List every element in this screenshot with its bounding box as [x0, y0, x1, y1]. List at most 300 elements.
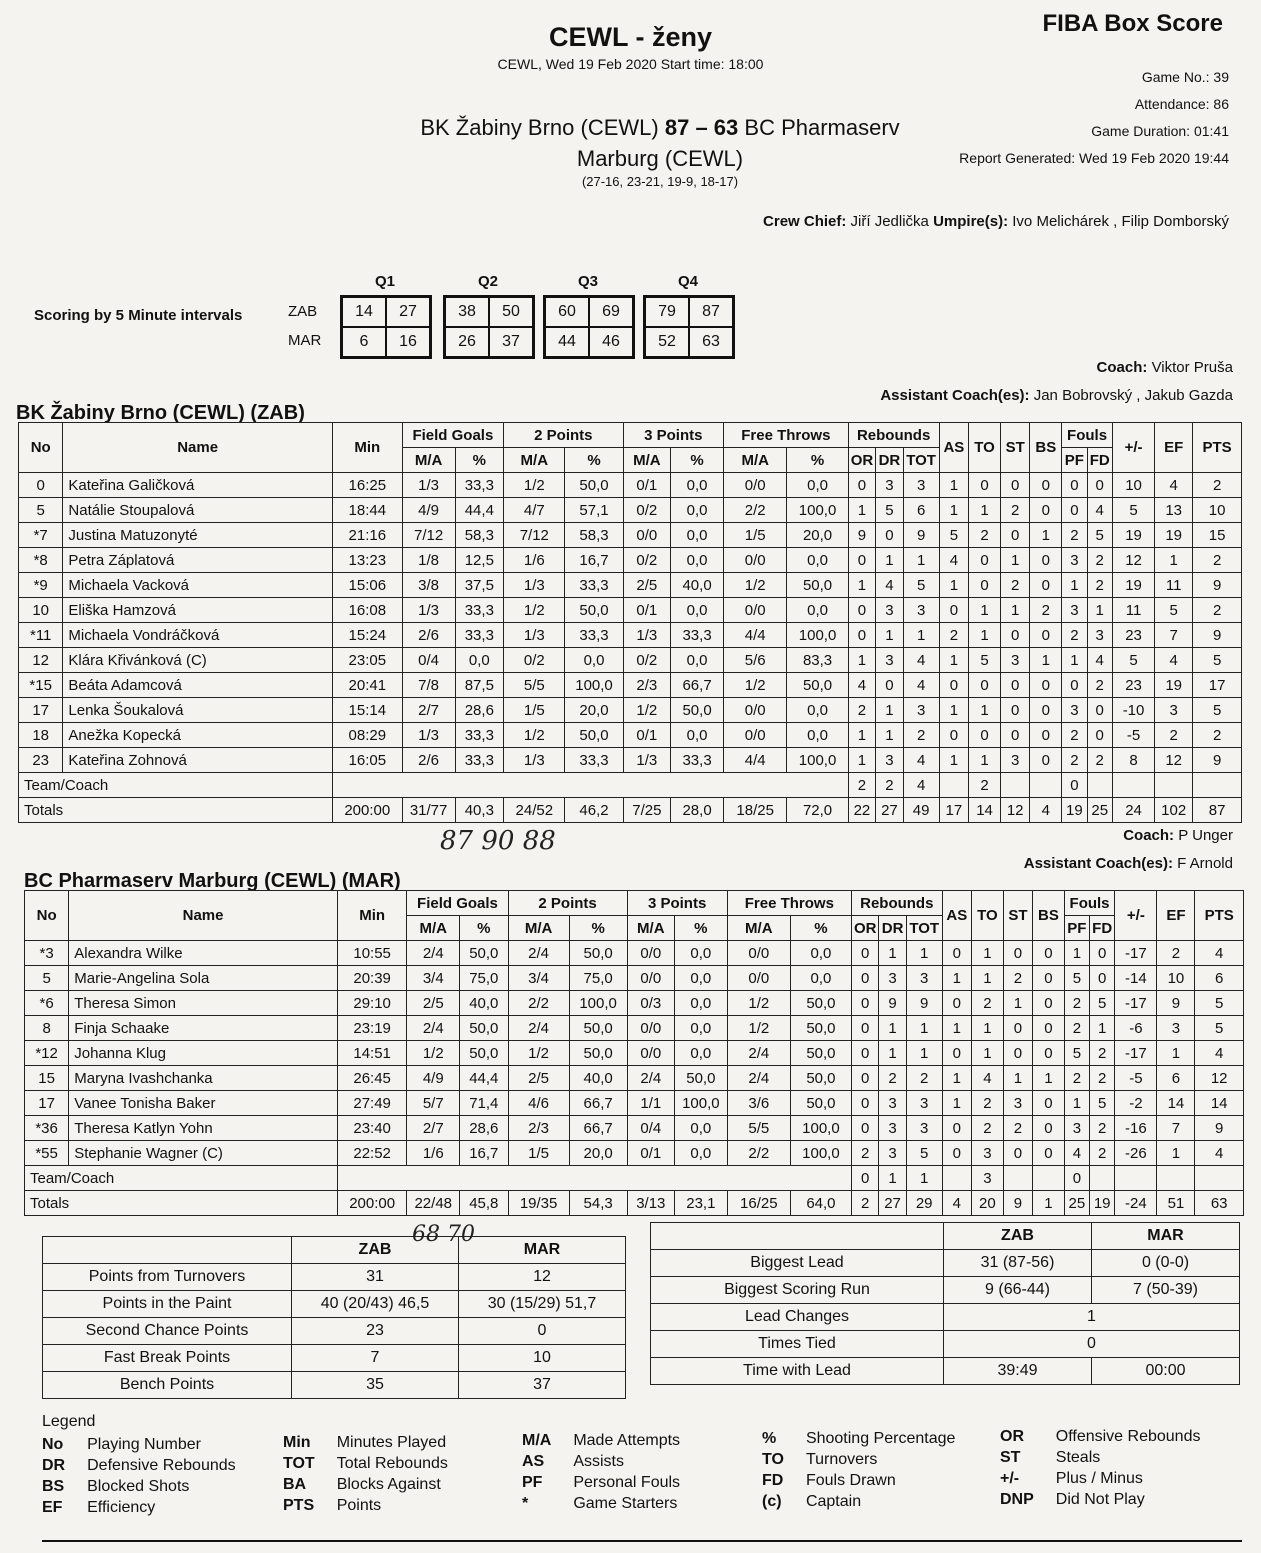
stat-cell: 0,0 [675, 1016, 728, 1041]
column-header: % [790, 916, 851, 941]
stat-cell: 3 [879, 1141, 906, 1166]
stat-cell: 4/4 [724, 623, 787, 648]
mar-asst-coaches: F Arnold [1177, 855, 1233, 872]
player-name: Alexandra Wilke [69, 941, 338, 966]
stat-cell: 3 [972, 1141, 1004, 1166]
stat-cell: 4 [1087, 498, 1112, 523]
legend-abbr: BA [283, 1476, 307, 1493]
footer-rule [42, 1540, 1242, 1542]
stat-cell: -17 [1115, 991, 1157, 1016]
legend-meaning: Offensive Rebounds [1055, 1428, 1201, 1445]
stat-cell: 0 [1087, 473, 1112, 498]
stat-cell: 100,0 [569, 991, 627, 1016]
column-header: M/A [724, 448, 787, 473]
team-stat-row [43, 1318, 626, 1345]
stat-cell: 83,3 [787, 648, 848, 673]
stat-cell: 2 [1087, 548, 1112, 573]
column-header: +/- [1112, 423, 1154, 473]
column-header: Name [69, 891, 338, 941]
stat-cell: -5 [1112, 723, 1154, 748]
stat-cell: 29:10 [337, 991, 407, 1016]
stat-cell: -17 [1115, 1041, 1157, 1066]
stat-cell: 10 [1193, 498, 1242, 523]
interval-score: 6 [342, 327, 386, 357]
zab-coach: Viktor Pruša [1151, 359, 1233, 376]
player-row [19, 698, 1242, 723]
stat-cell: 1/6 [407, 1141, 460, 1166]
legend-column [283, 1432, 448, 1516]
stat-cell: 0 [848, 598, 875, 623]
stat-cell: *12 [25, 1041, 69, 1066]
stat-value: 35 [292, 1372, 459, 1399]
legend-abbr: Min [283, 1434, 311, 1451]
column-header: ZAB [944, 1223, 1092, 1250]
stat-cell: 0 [969, 723, 1001, 748]
lead-stats-table [650, 1222, 1240, 1385]
stat-cell: *6 [25, 991, 69, 1016]
quarter-label: Q4 [678, 273, 699, 290]
stat-cell: 11 [1155, 573, 1193, 598]
column-header: % [569, 916, 627, 941]
stat-cell [1003, 1166, 1032, 1191]
stat-cell: 1 [969, 598, 1001, 623]
stat-cell: 2 [1030, 598, 1062, 623]
stat-cell: 0,0 [671, 598, 724, 623]
stat-cell: 1 [903, 548, 939, 573]
stat-cell: 2/2 [508, 991, 569, 1016]
stat-cell: 9 [1193, 748, 1242, 773]
total-cell: 45,8 [460, 1191, 508, 1216]
stat-cell: 44,4 [460, 1066, 508, 1091]
stat-cell: 0 [848, 473, 875, 498]
stat-cell: 0,0 [455, 648, 504, 673]
mar-asst-label: Assistant Coach(es): [1023, 855, 1173, 872]
stat-cell: 0 [939, 673, 969, 698]
stat-cell: 15:14 [332, 698, 402, 723]
stat-cell: 5 [1112, 648, 1154, 673]
stat-cell: 100,0 [787, 498, 848, 523]
stat-cell: 1/2 [724, 673, 787, 698]
zab-coach-label: Coach: [1096, 359, 1148, 376]
lead-stat-row [651, 1358, 1240, 1385]
stat-cell: 1 [1000, 598, 1030, 623]
mar-coaches [1024, 822, 1233, 878]
stat-cell: 3/4 [407, 966, 460, 991]
mar-box-score-table [24, 890, 1244, 1216]
player-row [25, 966, 1244, 991]
column-header: MAR [459, 1237, 626, 1264]
total-cell: 27 [876, 798, 903, 823]
stat-cell: 20:39 [337, 966, 407, 991]
stat-cell: 2/3 [508, 1116, 569, 1141]
stat-cell: 15 [25, 1066, 69, 1091]
stat-cell: 0/1 [623, 473, 671, 498]
stat-cell: 3 [1000, 748, 1030, 773]
stat-cell: 33,3 [565, 623, 623, 648]
stat-cell: 1/5 [504, 698, 565, 723]
stat-cell: 3 [1062, 598, 1087, 623]
blank-header [651, 1223, 944, 1250]
stat-cell: 0,0 [675, 941, 728, 966]
crew-chief: Jiří Jedlička [850, 213, 929, 230]
stat-cell: 50,0 [790, 1091, 851, 1116]
stat-cell: -17 [1115, 941, 1157, 966]
stat-cell: 4 [972, 1066, 1004, 1091]
player-row [19, 473, 1242, 498]
stat-cell: 0 [1030, 673, 1062, 698]
stat-cell: 50,0 [565, 598, 623, 623]
stat-cell: 2 [876, 773, 903, 798]
stat-cell: 1 [1003, 991, 1032, 1016]
stat-cell: 0 [1030, 573, 1062, 598]
stat-cell: 1/3 [402, 598, 455, 623]
stat-cell: 7/8 [402, 673, 455, 698]
player-row [19, 673, 1242, 698]
player-name: Beáta Adamcová [63, 673, 333, 698]
total-cell: 22/48 [407, 1191, 460, 1216]
interval-score: 50 [489, 297, 533, 327]
stat-cell: 4 [1195, 1041, 1244, 1066]
stat-cell: 1/2 [623, 698, 671, 723]
stat-cell: 0 [1030, 498, 1062, 523]
player-name: Klára Křivánková (C) [63, 648, 333, 673]
stat-cell: 1 [969, 498, 1001, 523]
stat-cell: 57,1 [565, 498, 623, 523]
stat-cell: 50,0 [460, 1016, 508, 1041]
total-cell: 200:00 [332, 798, 402, 823]
stat-cell: 10:55 [337, 941, 407, 966]
stat-cell: *11 [19, 623, 63, 648]
interval-score: 14 [342, 297, 386, 327]
stat-cell: 50,0 [787, 573, 848, 598]
column-header: M/A [407, 916, 460, 941]
player-row [19, 498, 1242, 523]
stat-cell: 2/7 [402, 698, 455, 723]
legend-abbr: TOT [283, 1455, 315, 1472]
legend-meaning: Personal Fouls [573, 1474, 681, 1491]
stat-cell: 33,3 [671, 748, 724, 773]
column-header: M/A [727, 916, 790, 941]
stat-cell: 14:51 [337, 1041, 407, 1066]
stat-cell: 2 [1000, 573, 1030, 598]
team-stat-row [43, 1291, 626, 1318]
stat-cell: 9 [906, 991, 942, 1016]
stat-cell: 2/2 [724, 498, 787, 523]
blank-header [43, 1237, 292, 1264]
stat-cell: 1 [942, 966, 971, 991]
stat-cell: 0/0 [627, 941, 674, 966]
final-score: 87 – 63 [664, 115, 739, 140]
stat-cell: 23 [1112, 673, 1154, 698]
column-header: ST [1003, 891, 1032, 941]
stat-cell: 3 [903, 473, 939, 498]
legend-meaning: Fouls Drawn [805, 1472, 896, 1489]
stat-cell: 1 [939, 698, 969, 723]
stat-cell [1090, 1166, 1115, 1191]
stat-cell: 3 [906, 966, 942, 991]
stat-cell: 2 [851, 1141, 878, 1166]
player-name: Lenka Šoukalová [63, 698, 333, 723]
stat-value: 0 [944, 1331, 1240, 1358]
team-coach-row [19, 773, 1242, 798]
totals-label: Totals [25, 1191, 338, 1216]
stat-cell: 2 [1003, 966, 1032, 991]
report-generated: Report Generated: Wed 19 Feb 2020 19:44 [959, 150, 1229, 166]
stat-cell: 5 [906, 1141, 942, 1166]
stat-cell: 0 [1090, 941, 1115, 966]
stat-cell: 12 [1195, 1066, 1244, 1091]
column-header: M/A [627, 916, 674, 941]
stat-cell: 2/5 [623, 573, 671, 598]
stat-value: 39:49 [944, 1358, 1092, 1385]
stat-cell: 66,7 [569, 1091, 627, 1116]
stat-cell: 100,0 [787, 623, 848, 648]
stat-cell: 0/0 [724, 473, 787, 498]
stat-cell: 1 [972, 966, 1004, 991]
stat-cell: 1 [879, 1016, 906, 1041]
stat-cell: 1 [1033, 1066, 1065, 1091]
legend-meaning: Total Rebounds [336, 1455, 448, 1472]
stat-cell: 2/4 [508, 1016, 569, 1041]
player-name: Vanee Tonisha Baker [69, 1091, 338, 1116]
team-stat-row [43, 1372, 626, 1399]
player-name: Stephanie Wagner (C) [69, 1141, 338, 1166]
stat-cell: 0 [939, 723, 969, 748]
stat-cell: 4 [903, 673, 939, 698]
stat-cell: 0 [942, 1041, 971, 1066]
stat-cell: 16:05 [332, 748, 402, 773]
stat-cell: 2 [906, 1066, 942, 1091]
stat-cell: 0 [876, 523, 903, 548]
stat-cell: 3 [1062, 698, 1087, 723]
total-cell: 51 [1157, 1191, 1195, 1216]
stat-cell: 0 [1033, 991, 1065, 1016]
stat-cell: 8 [1112, 748, 1154, 773]
stat-cell: 1 [1157, 1141, 1195, 1166]
stat-cell: 1 [906, 941, 942, 966]
stat-cell: 4/9 [402, 498, 455, 523]
quarter-score-box [443, 295, 535, 359]
scoring-team-zab: ZAB [288, 303, 318, 320]
stat-cell: 0 [851, 941, 878, 966]
stat-cell: 1 [939, 473, 969, 498]
column-header: Rebounds [848, 423, 939, 448]
column-header: DR [879, 916, 906, 941]
stat-cell: 2 [848, 773, 875, 798]
stat-cell: *3 [25, 941, 69, 966]
stat-cell: 0/0 [724, 598, 787, 623]
stat-cell: 2 [1090, 1141, 1115, 1166]
lead-stat-row [651, 1250, 1240, 1277]
stat-cell: 4 [903, 748, 939, 773]
legend-abbr: DR [42, 1457, 66, 1474]
scoring-team-mar: MAR [288, 332, 322, 349]
stat-cell: 0/0 [727, 941, 790, 966]
legend-abbr: OR [1000, 1428, 1024, 1445]
stat-value: 31 [292, 1264, 459, 1291]
stat-cell: 100,0 [565, 673, 623, 698]
stat-cell: 0 [942, 1116, 971, 1141]
stat-cell: 2 [1062, 523, 1087, 548]
stat-cell: 0,0 [671, 523, 724, 548]
stat-cell: 1/2 [504, 473, 565, 498]
interval-score: 44 [545, 327, 589, 357]
column-header: Field Goals [407, 891, 508, 916]
stat-cell [1193, 773, 1242, 798]
column-header: % [671, 448, 724, 473]
umpires: Ivo Melichárek , Filip Domborský [1012, 213, 1229, 230]
stat-cell: 2/5 [407, 991, 460, 1016]
stat-cell: 5/5 [727, 1116, 790, 1141]
stat-cell: 5/7 [407, 1091, 460, 1116]
stat-cell: 0 [942, 941, 971, 966]
stat-cell [1112, 773, 1154, 798]
stat-cell: 0/0 [623, 523, 671, 548]
stat-cell: 1 [972, 941, 1004, 966]
legend-meaning: Blocked Shots [87, 1478, 190, 1495]
mar-team-title: BC Pharmaserv Marburg (CEWL) (MAR) [24, 870, 401, 892]
column-header: Field Goals [402, 423, 503, 448]
stat-cell: 4 [903, 773, 939, 798]
column-header: TO [969, 423, 1001, 473]
stat-cell: 3 [1000, 648, 1030, 673]
quarter-score-box [543, 295, 635, 359]
legend-meaning: Steals [1055, 1449, 1101, 1466]
column-header: % [675, 916, 728, 941]
column-header: M/A [504, 448, 565, 473]
stat-cell: 1 [1030, 648, 1062, 673]
zab-asst-label: Assistant Coach(es): [880, 387, 1030, 404]
column-header: TO [972, 891, 1004, 941]
stat-cell: 0/2 [504, 648, 565, 673]
interval-score: 60 [545, 297, 589, 327]
column-header: OR [851, 916, 878, 941]
player-name: Justina Matuzonyté [63, 523, 333, 548]
column-header: M/A [402, 448, 455, 473]
column-header: % [460, 916, 508, 941]
stat-cell: 1 [876, 623, 903, 648]
column-header: % [455, 448, 504, 473]
total-cell: 46,2 [565, 798, 623, 823]
legend-meaning: Defensive Rebounds [87, 1457, 236, 1474]
stat-cell: 33,3 [455, 623, 504, 648]
legend-meaning: Assists [573, 1453, 624, 1470]
stat-cell: 40,0 [671, 573, 724, 598]
mar-coach-label: Coach: [1123, 827, 1175, 844]
stat-cell: 4 [1195, 1141, 1244, 1166]
stat-cell: 0,0 [787, 598, 848, 623]
stat-cell: 2/5 [508, 1066, 569, 1091]
stat-cell: 08:29 [332, 723, 402, 748]
column-header: TOT [903, 448, 939, 473]
stat-cell: 6 [1157, 1066, 1195, 1091]
stat-cell: 4/7 [504, 498, 565, 523]
stat-cell: *15 [19, 673, 63, 698]
stat-cell: 0,0 [671, 648, 724, 673]
stat-cell: 9 [1157, 991, 1195, 1016]
player-name: Kateřina Zohnová [63, 748, 333, 773]
stat-cell: 20,0 [569, 1141, 627, 1166]
stat-cell: 50,0 [671, 698, 724, 723]
column-header: No [25, 891, 69, 941]
stat-cell: 0 [1003, 1016, 1032, 1041]
interval-score: 79 [645, 297, 689, 327]
stat-cell: 18 [19, 723, 63, 748]
stat-cell: 2 [1003, 1116, 1032, 1141]
stat-cell: 50,0 [675, 1066, 728, 1091]
stat-cell: 7 [1155, 623, 1193, 648]
legend-abbr: AS [522, 1453, 545, 1470]
stat-cell: 0 [851, 991, 878, 1016]
away-team-line2: Marburg (CEWL) [576, 146, 744, 171]
zab-asst-coaches: Jan Bobrovský , Jakub Gazda [1033, 387, 1233, 404]
stat-cell: 20,0 [565, 698, 623, 723]
stat-cell: 1 [969, 698, 1001, 723]
column-header: FD [1090, 916, 1115, 941]
stat-cell: 4 [903, 648, 939, 673]
stat-cell: -2 [1115, 1091, 1157, 1116]
stat-cell: 2 [1087, 573, 1112, 598]
stat-cell: -26 [1115, 1141, 1157, 1166]
stat-cell: 5/5 [504, 673, 565, 698]
stat-cell: 0 [1030, 623, 1062, 648]
player-name: Michaela Vondráčková [63, 623, 333, 648]
stat-cell: 5 [1195, 991, 1244, 1016]
legend-abbr: +/- [1000, 1470, 1020, 1487]
total-cell: 12 [1000, 798, 1030, 823]
interval-score: 63 [689, 327, 733, 357]
stat-cell: 75,0 [569, 966, 627, 991]
column-header: ST [1000, 423, 1030, 473]
stat-cell: 7 [1157, 1116, 1195, 1141]
stat-cell: 1/6 [504, 548, 565, 573]
column-header: ZAB [292, 1237, 459, 1264]
total-cell: 102 [1155, 798, 1193, 823]
stat-cell: 0 [1030, 748, 1062, 773]
stat-cell: 0/2 [623, 548, 671, 573]
stat-label: Lead Changes [651, 1304, 944, 1331]
stat-cell: 20:41 [332, 673, 402, 698]
stat-cell: 0 [969, 548, 1001, 573]
stat-cell: 1/3 [623, 748, 671, 773]
total-cell: 14 [969, 798, 1001, 823]
player-row [19, 623, 1242, 648]
stat-cell: 2/4 [727, 1041, 790, 1066]
stat-cell: 50,0 [569, 1041, 627, 1066]
stat-cell: 2/4 [508, 941, 569, 966]
legend-meaning: Game Starters [573, 1495, 678, 1512]
stat-cell: 4 [848, 673, 875, 698]
stat-cell: 12 [1155, 748, 1193, 773]
lead-stat-row [651, 1331, 1240, 1358]
stat-cell: 1 [1064, 941, 1089, 966]
team-coach-row [25, 1166, 1244, 1191]
stat-cell: 0,0 [787, 473, 848, 498]
column-header: 3 Points [623, 423, 723, 448]
stat-cell: 9 [1193, 573, 1242, 598]
stat-cell: 33,3 [455, 748, 504, 773]
total-cell: 3/13 [627, 1191, 674, 1216]
stat-cell: 0,0 [675, 1116, 728, 1141]
stat-cell: 0 [1087, 698, 1112, 723]
stat-cell: 5 [1193, 648, 1242, 673]
totals-row [25, 1191, 1244, 1216]
stat-cell: 0 [1000, 523, 1030, 548]
stat-cell: 9 [1195, 1116, 1244, 1141]
zab-box-score-table [18, 422, 1242, 823]
column-header: EF [1157, 891, 1195, 941]
totals-row [19, 798, 1242, 823]
